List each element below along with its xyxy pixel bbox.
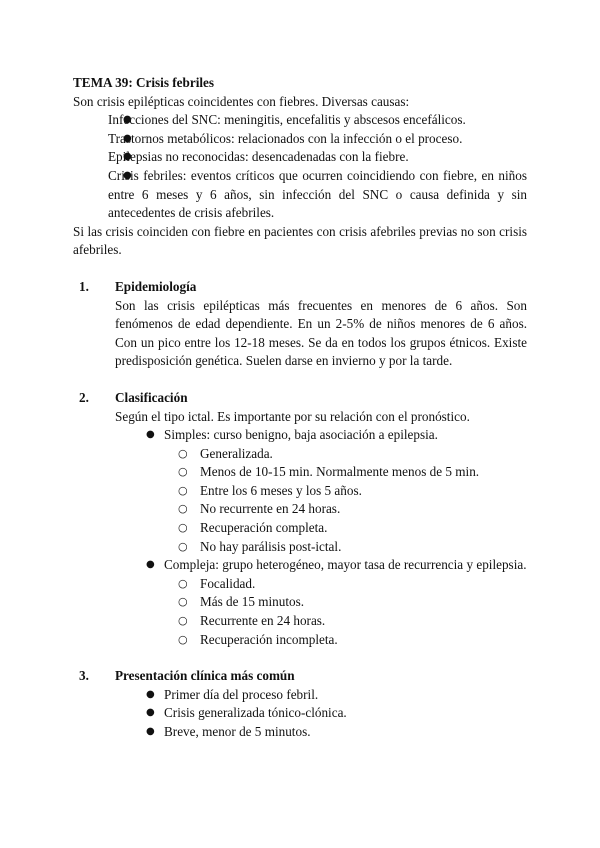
- list-item: ○ Recurrente en 24 horas.: [178, 612, 527, 631]
- list-item: ○ Entre los 6 meses y los 5 años.: [178, 482, 527, 501]
- simple-label: Simples: curso benigno, baja asociación a epilepsia.: [164, 427, 438, 443]
- section-number: 3.: [79, 668, 89, 684]
- epidemiology-text: Son las crisis epilépticas más frecuentes en menores de 6 años. Son fenómenos de edad dependiente. En un 2-5% de niños menores de 6 años. Con un pico entre los 12-18 meses. Se da en todos los grupos étnicos. Existe predisposición genética. Suelen darse en invierno y por la tarde.: [115, 297, 527, 369]
- section-classification: [73, 389, 527, 649]
- section-title: Clasificación: [115, 389, 188, 405]
- section-heading: [73, 278, 527, 297]
- list-item: ● Infecciones del SNC: meningitis, encefalitis y abscesos encefálicos.: [108, 111, 527, 130]
- list-item: ○ Focalidad.: [178, 575, 527, 594]
- section-body: [73, 297, 527, 371]
- list-item: ○ No hay parálisis post-ictal.: [178, 538, 527, 557]
- clinical-list: [115, 686, 527, 742]
- intro-paragraph: Son crisis epilépticas coincidentes con fiebres. Diversas causas:: [73, 93, 410, 109]
- list-item: ○ Recuperación completa.: [178, 519, 527, 538]
- section-number: 2.: [79, 389, 89, 405]
- causes-list: [73, 111, 527, 223]
- page-title: TEMA 39: Crisis febriles: [73, 75, 215, 90]
- complex-criteria-list: [164, 575, 527, 649]
- section-heading: [73, 667, 527, 686]
- list-item: ● Crisis febriles: eventos críticos que ocurren coincidiendo con fiebre, en niños entre 6 meses y 6 años, sin infección del SNC o causa definida y sin antecedentes de crisis afebriles.: [108, 167, 527, 223]
- classification-list: [115, 426, 527, 649]
- list-item: ○ Recuperación incompleta.: [178, 631, 527, 650]
- list-item: ○ Menos de 10-15 min. Normalmente menos de 5 min.: [178, 463, 527, 482]
- section-title: Presentación clínica más común: [115, 668, 295, 684]
- list-item-complex: [146, 556, 527, 649]
- section-heading: [73, 389, 527, 408]
- complex-label: ● Compleja: grupo heterogéneo, mayor tasa de recurrencia y epilepsia.: [164, 557, 527, 573]
- classification-intro: Según el tipo ictal. Es importante por su relación con el pronóstico.: [115, 408, 470, 424]
- section-title: Epidemiología: [115, 278, 197, 294]
- list-item: ○ Generalizada.: [178, 445, 527, 464]
- list-item: ● Trastornos metabólicos: relacionados con la infección o el proceso.: [108, 130, 527, 149]
- simple-criteria-list: [164, 445, 527, 557]
- closing-paragraph: Si las crisis coinciden con fiebre en pacientes con crisis afebriles previas no son crisis afebriles.: [73, 223, 527, 258]
- section-clinical-presentation: [73, 667, 527, 741]
- list-item: ● Breve, menor de 5 minutos.: [146, 723, 527, 742]
- section-number: 1.: [79, 278, 89, 294]
- list-item: ○ No recurrente en 24 horas.: [178, 500, 527, 519]
- section-epidemiology: [73, 278, 527, 371]
- list-item: ● Epilepsias no reconocidas: desencadenadas con la fiebre.: [108, 148, 527, 167]
- list-item: ● Primer día del proceso febril.: [146, 686, 527, 705]
- list-item: ● Crisis generalizada tónico-clónica.: [146, 704, 527, 723]
- document-content: [73, 74, 527, 742]
- list-item-simple: [146, 426, 527, 556]
- section-body: [73, 408, 527, 427]
- list-item: ○ Más de 15 minutos.: [178, 593, 527, 612]
